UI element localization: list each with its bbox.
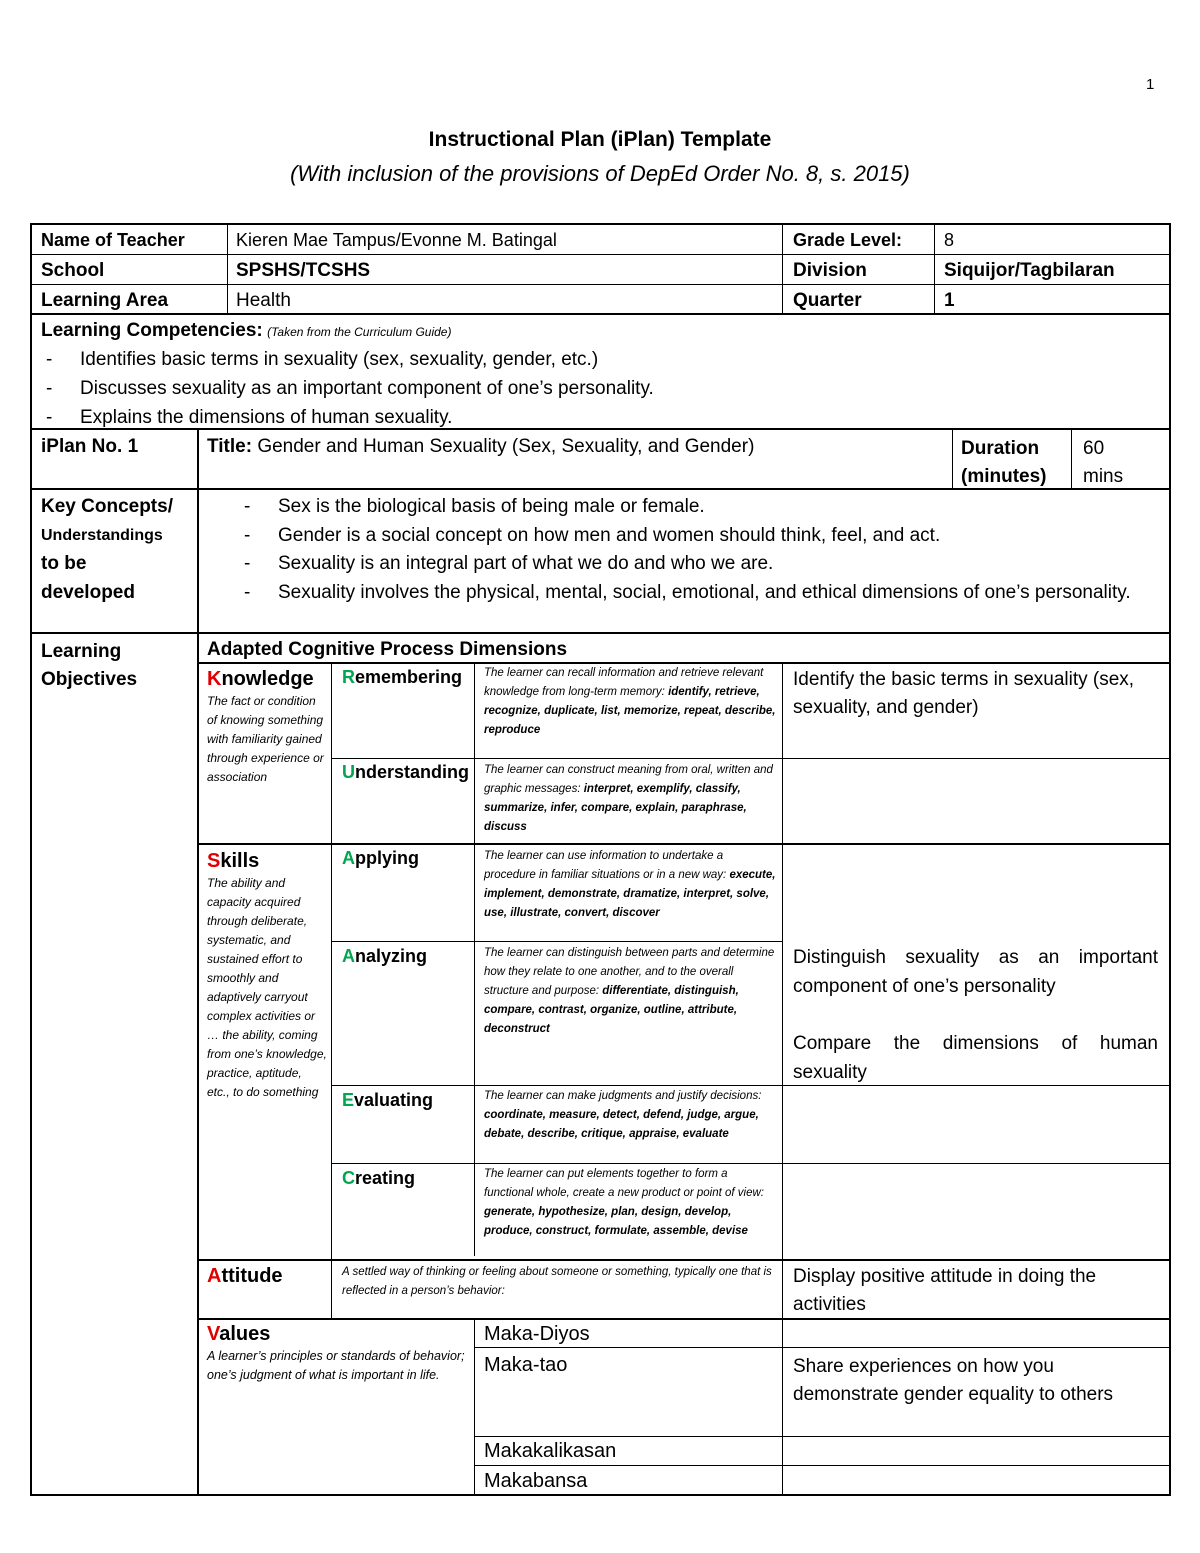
process-verbs: generate, hypothesize, plan, design, develop, produce, construct, formulate, assemble, devise xyxy=(484,1206,748,1237)
process-evaluating xyxy=(342,1089,433,1112)
key-concept-item: - Sexuality involves the physical, mental, social, emotional, and ethical dimensions of one’s personality. xyxy=(238,579,1158,608)
process-description-text: The learner can distinguish between parts and determine how they relate to one another, and to the overall structure and purpose: xyxy=(484,947,775,997)
skills-initial: S xyxy=(207,850,221,872)
objective-remembering: Identify the basic terms in sexuality (sex, sexuality, and gender) xyxy=(793,669,1135,718)
school-label: School xyxy=(41,260,105,281)
knowledge-domain xyxy=(207,667,327,787)
key-concept-item: - Sex is the biological basis of being male or female. xyxy=(238,493,1158,522)
knowledge-definition: The fact or condition of knowing something with familiarity gained through experience or association xyxy=(207,694,324,784)
competencies-heading xyxy=(41,319,451,343)
grade-level-label: Grade Level: xyxy=(793,230,903,250)
process-description-text: The learner can recall information and retrieve relevant knowledge from long-term memory: xyxy=(484,667,764,698)
process-description-text: The learner can use information to undertake a procedure in familiar situations or in a new way: xyxy=(484,850,730,881)
document-title: Instructional Plan (iPlan) Template xyxy=(428,128,772,151)
process-verbs: interpret, exemplify, classify, summarize, infer, compare, explain, paraphrase, discuss xyxy=(484,783,747,833)
skills-title-rest: kills xyxy=(220,850,260,872)
duration-value-line: mins xyxy=(1083,466,1124,487)
competencies-list xyxy=(40,345,1140,432)
process-understanding xyxy=(342,761,469,784)
process-verbs: differentiate, distinguish, compare, contrast, organize, outline, attribute, deconstruct xyxy=(484,985,739,1035)
process-name-rest: nalyzing xyxy=(355,946,428,966)
process-initial: A xyxy=(342,946,355,966)
learning-area-value: Health xyxy=(236,290,291,311)
key-concepts-list xyxy=(238,493,1158,607)
key-concepts-label-line: developed xyxy=(41,581,135,603)
iplan-number-value: 1 xyxy=(127,436,139,457)
objectives-label-line: Objectives xyxy=(41,669,138,690)
value-makakalikasan: Makakalikasan xyxy=(484,1440,617,1462)
process-name-rest: reating xyxy=(355,1168,416,1188)
process-description xyxy=(484,664,776,740)
key-concepts-label-line: Understandings xyxy=(41,526,163,544)
competencies-label: Learning Competencies: xyxy=(41,320,263,341)
process-name-rest: nderstanding xyxy=(355,762,470,782)
duration-value-line: 60 xyxy=(1083,438,1105,459)
competency-item: - Discusses sexuality as an important component of one’s personality. xyxy=(40,374,1140,403)
knowledge-initial: K xyxy=(207,668,222,690)
process-description xyxy=(484,761,776,837)
duration-label xyxy=(961,435,1047,491)
values-definition: A learner’s principles or standards of behavior; one’s judgment of what is important in life. xyxy=(207,1349,465,1382)
division-value: Siquijor/Tagbilaran xyxy=(944,260,1115,281)
process-name-rest: emembering xyxy=(355,667,463,687)
knowledge-title xyxy=(207,667,327,692)
key-concepts-label-line: Key Concepts/ xyxy=(41,496,173,517)
process-remembering xyxy=(342,666,462,689)
process-description xyxy=(484,1165,776,1241)
knowledge-title-rest: nowledge xyxy=(221,668,314,690)
values-title-rest: alues xyxy=(219,1323,271,1345)
attitude-title xyxy=(207,1264,283,1289)
iplan-number xyxy=(41,435,138,459)
value-maka-tao: Maka-tao xyxy=(484,1354,568,1376)
values-initial: V xyxy=(207,1323,220,1345)
dimensions-header: Adapted Cognitive Process Dimensions xyxy=(207,639,568,660)
attitude-title-rest: ttitude xyxy=(221,1265,283,1287)
key-concept-item: - Sexuality is an integral part of what we do and who we are. xyxy=(238,550,1158,579)
grade-level-value: 8 xyxy=(944,230,955,250)
attitude-initial: A xyxy=(207,1265,222,1287)
process-initial: C xyxy=(342,1168,355,1188)
key-concept-item: - Gender is a social concept on how men and women should think, feel, and act. xyxy=(238,522,1158,551)
objectives-label-line: Learning xyxy=(41,641,122,662)
value-maka-diyos: Maka-Diyos xyxy=(484,1323,590,1345)
quarter-value: 1 xyxy=(944,290,955,311)
iplan-number-label: iPlan No. xyxy=(41,436,123,457)
process-initial: A xyxy=(342,848,355,868)
iplan-title xyxy=(207,435,754,459)
page-number: 1 xyxy=(1146,76,1155,93)
objective-analyzing-1: Distinguish sexuality as an important component of one’s personality xyxy=(793,947,1158,997)
process-description-text: The learner can make judgments and justify decisions: xyxy=(484,1090,762,1102)
process-description-text: The learner can put elements together to form a functional whole, create a new product or point of view: xyxy=(484,1168,764,1199)
duration-value xyxy=(1083,435,1123,491)
competencies-note: (Taken from the Curriculum Guide) xyxy=(267,325,452,339)
process-applying xyxy=(342,847,419,870)
competency-item: - Identifies basic terms in sexuality (sex, sexuality, gender, etc.) xyxy=(40,345,1140,374)
teacher-value: Kieren Mae Tampus/Evonne M. Batingal xyxy=(236,230,557,250)
process-name-rest: valuating xyxy=(354,1090,434,1110)
process-verbs: coordinate, measure, detect, defend, judge, argue, debate, describe, critique, appraise, evaluate xyxy=(484,1109,759,1140)
process-verbs: identify, retrieve, recognize, duplicate, list, memorize, repeat, describe, reproduce xyxy=(484,686,776,736)
school-value: SPSHS/TCSHS xyxy=(236,260,371,281)
duration-label-line: (minutes) xyxy=(961,466,1047,487)
process-description-text: The learner can construct meaning from oral, written and graphic messages: xyxy=(484,764,773,795)
objective-analyzing-2: Compare the dimensions of human sexuality xyxy=(793,1033,1158,1083)
process-description xyxy=(484,1087,776,1144)
key-concepts-label-line: to be xyxy=(41,553,87,574)
skills-title xyxy=(207,849,327,874)
objective-attitude: Display positive attitude in doing the activities xyxy=(793,1266,1097,1315)
process-initial: U xyxy=(342,762,355,782)
document-subtitle: (With inclusion of the provisions of DepEd Order No. 8, s. 2015) xyxy=(290,161,910,186)
values-domain xyxy=(207,1322,469,1385)
key-concepts-label xyxy=(41,493,173,607)
skills-domain xyxy=(207,849,327,1102)
process-creating xyxy=(342,1167,415,1190)
process-initial: R xyxy=(342,667,355,687)
competency-item: - Explains the dimensions of human sexuality. xyxy=(40,403,1140,432)
teacher-label: Name of Teacher xyxy=(41,230,185,250)
iplan-title-value: Gender and Human Sexuality (Sex, Sexuality, and Gender) xyxy=(257,436,755,457)
objective-analyzing xyxy=(793,943,1158,1087)
duration-label-line: Duration xyxy=(961,438,1040,459)
process-description xyxy=(484,847,776,923)
objectives-label xyxy=(41,638,137,694)
process-name-rest: pplying xyxy=(355,848,419,868)
learning-area-label: Learning Area xyxy=(41,290,169,311)
iplan-title-label: Title: xyxy=(207,436,253,457)
process-analyzing xyxy=(342,945,427,968)
skills-definition: The ability and capacity acquired through deliberate, systematic, and sustained effort to smoothly and adaptively carryout complex activities or … the ability, coming from one’s knowledge, practice, aptitude, etc., to do something xyxy=(207,876,327,1099)
objective-maka-tao: Share experiences on how you demonstrate gender equality to others xyxy=(793,1356,1114,1405)
process-verbs: execute, implement, demonstrate, dramatize, interpret, solve, use, illustrate, convert, discover xyxy=(484,869,776,919)
attitude-definition: A settled way of thinking or feeling about someone or something, typically one that is reflected in a person’s behavior: xyxy=(342,1266,772,1297)
process-description xyxy=(484,944,776,1039)
values-title xyxy=(207,1322,469,1347)
division-label: Division xyxy=(793,260,867,281)
quarter-label: Quarter xyxy=(793,290,862,311)
value-makabansa: Makabansa xyxy=(484,1470,588,1492)
process-initial: E xyxy=(342,1090,355,1110)
